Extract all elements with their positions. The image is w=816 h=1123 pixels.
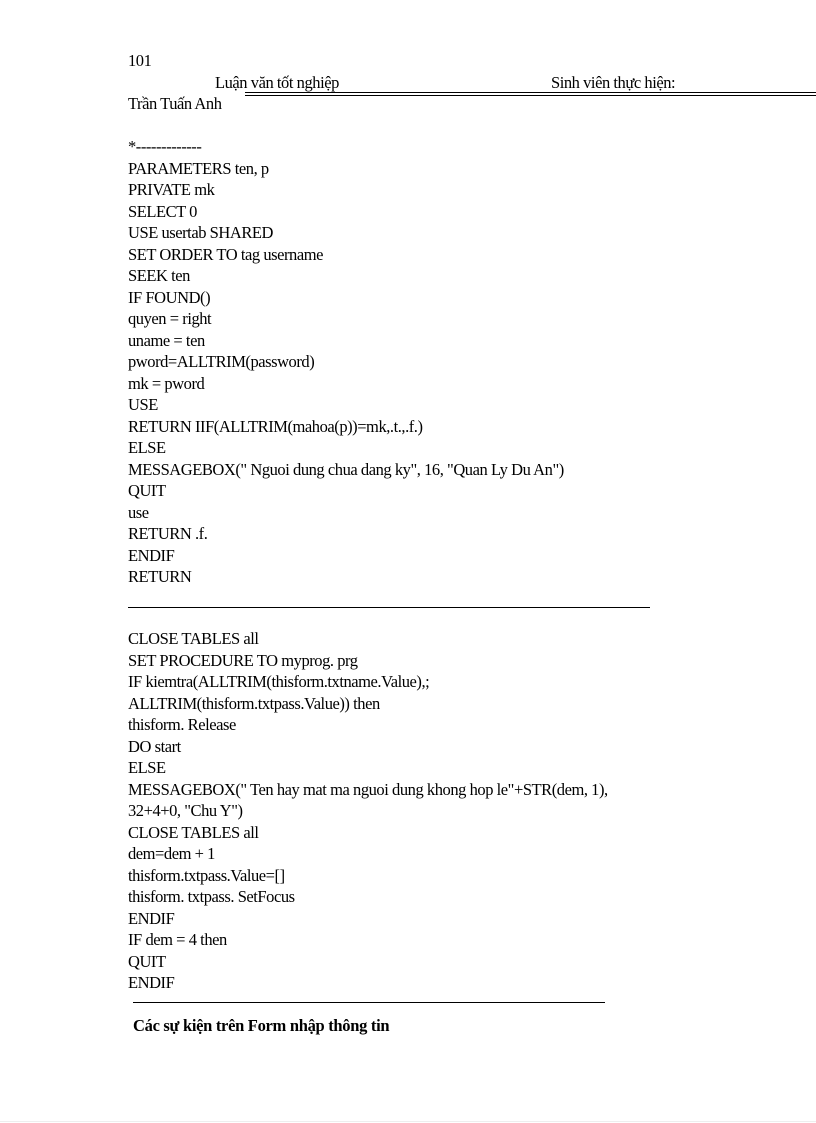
code-line: thisform. txtpass. SetFocus: [128, 887, 295, 906]
code-line: QUIT: [128, 951, 166, 971]
code-line: ENDIF: [128, 973, 175, 992]
code-line: QUIT: [128, 481, 166, 500]
code-line: dem=dem + 1: [128, 844, 215, 863]
code-line: ELSE: [128, 758, 166, 777]
code-line: quyen = right: [128, 309, 212, 328]
code-line: SET ORDER TO tag username: [128, 244, 323, 264]
page-bottom-edge: [0, 1121, 816, 1122]
code-line: RETURN IIF(ALLTRIM(mahoa(p))=mk,.t.,.f.): [128, 416, 423, 436]
code-line: RETURN: [128, 567, 192, 586]
code-line: ELSE: [128, 438, 166, 457]
code-line: SELECT 0: [128, 201, 197, 221]
header-left-title: Luận văn tốt nghiệp: [215, 73, 339, 92]
code-line: use: [128, 502, 149, 522]
separator-line: [128, 607, 650, 608]
code-line: thisform.txtpass.Value=[]: [128, 865, 285, 885]
separator-line: [133, 1002, 605, 1003]
code-line: DO start: [128, 736, 181, 756]
code-block-2: [128, 628, 608, 994]
code-line: CLOSE TABLES all: [128, 629, 259, 648]
code-line: IF dem = 4 then: [128, 930, 227, 949]
code-line: ENDIF: [128, 545, 175, 565]
header-rule-top: [245, 92, 816, 93]
header-rule-bottom: [245, 95, 816, 96]
code-line: MESSAGEBOX(" Nguoi dung chua dang ky", 16, "Quan Ly Du An"): [128, 459, 564, 479]
code-line: 32+4+0, "Chu Y"): [128, 801, 243, 820]
code-line: thisform. Release: [128, 715, 236, 734]
code-line: ENDIF: [128, 908, 175, 928]
code-line: RETURN .f.: [128, 524, 208, 543]
code-line: SEEK ten: [128, 266, 190, 285]
code-line: USE: [128, 395, 158, 414]
code-line: IF FOUND(): [128, 287, 211, 307]
code-line: mk = pword: [128, 373, 205, 393]
header-right-title: Sinh viên thực hiện:: [551, 73, 676, 92]
code-line: PRIVATE mk: [128, 180, 215, 199]
code-line: USE usertab SHARED: [128, 223, 273, 242]
code-line: PARAMETERS ten, p: [128, 158, 269, 178]
code-line: MESSAGEBOX(" Ten hay mat ma nguoi dung khong hop le"+STR(dem, 1),: [128, 779, 608, 799]
code-block-1: [128, 136, 564, 588]
code-line: ALLTRIM(thisform.txtpass.Value)) then: [128, 693, 380, 713]
code-line: pword=ALLTRIM(password): [128, 352, 315, 371]
code-line: CLOSE TABLES all: [128, 822, 259, 842]
code-line: uname = ten: [128, 330, 205, 350]
code-line: *-------------: [128, 137, 202, 156]
author-name: Trần Tuấn Anh: [128, 94, 222, 113]
code-line: SET PROCEDURE TO myprog. prg: [128, 650, 358, 670]
code-line: IF kiemtra(ALLTRIM(thisform.txtname.Value),;: [128, 672, 430, 691]
page-number: 101: [128, 51, 152, 70]
section-heading: Các sự kiện trên Form nhập thông tin: [133, 1016, 390, 1035]
